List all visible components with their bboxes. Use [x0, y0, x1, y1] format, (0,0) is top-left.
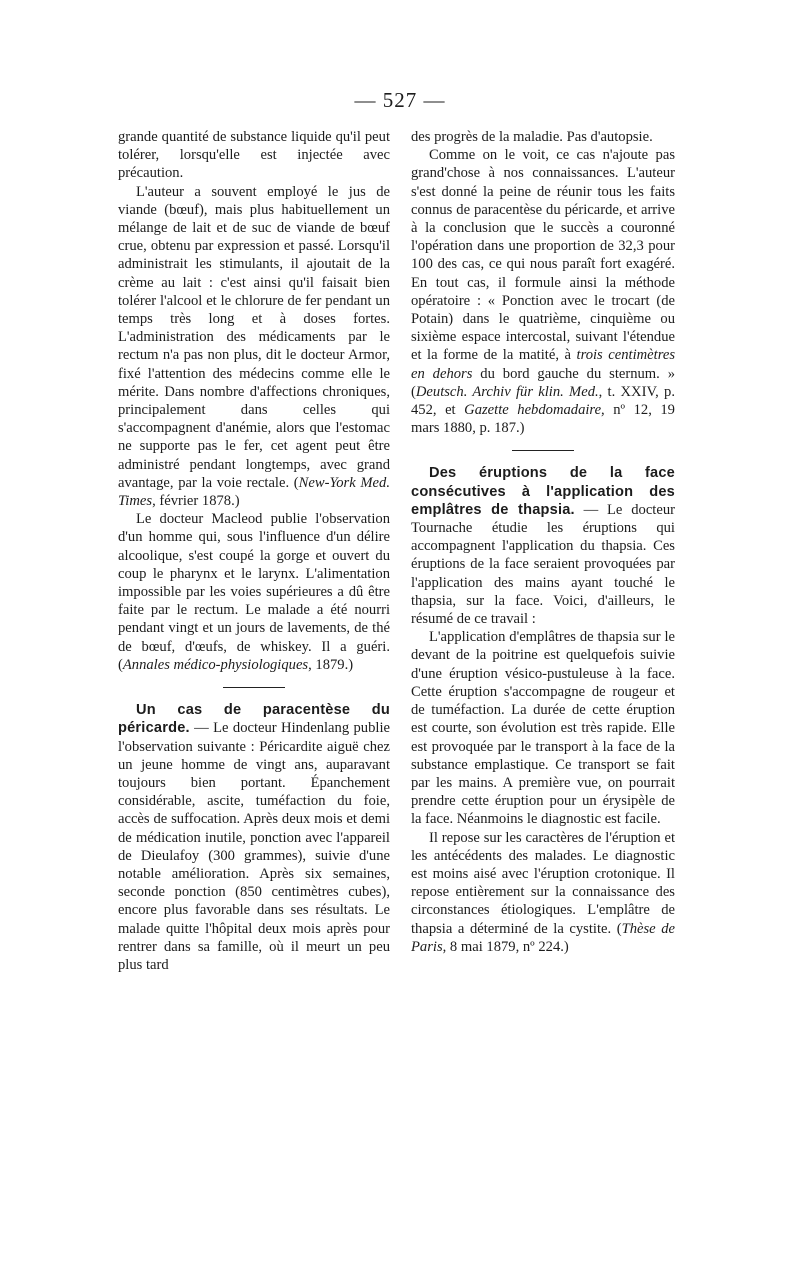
right-p2-citation-2: Gazette hebdomadaire	[464, 402, 602, 419]
left-p3-end: , 1879.)	[308, 656, 354, 673]
section-divider-left	[223, 687, 285, 688]
right-p5-text: Il repose sur les caractères de l'éruption et les antécédents des malades. Le diagnostic est moins aisé avec l'éruption crotonique. Il repose entièrement sur la connaissance des circonstances étiologiques. L'emplâtre de thapsia a déterminé de la cystite. (	[411, 829, 675, 937]
right-paragraph-3	[411, 464, 675, 628]
page-number: — 527 —	[354, 88, 446, 112]
right-paragraph-1: des progrès de la maladie. Pas d'autopsie.	[411, 129, 653, 145]
section-divider-right	[512, 450, 574, 451]
left-p2-text: L'auteur a souvent employé le jus de viande (bœuf), mais plus habituellement un mélange de lait et de suc de viande de bœuf crue, obtenu par expression et passé. Lorsqu'il administrait les stimulants, il ajoutait de la crème au lait : c'est ainsi qu'il faisait bien tolérer l'alcool et le chlorure de fer pendant un temps très long et à doses fortes. L'administration des médicaments par le rectum n'a pas non plus, dit le docteur Armor, fixé l'attention des médecins comme elle le mérite. Dans nombre d'affections chroniques, principalement dans celles qui s'accompagnent d'anémie, alors que l'estomac ne supporte pas le fer, cet agent peut être administré pendant longtemps, avec grand avantage, par la voie rectale. (	[118, 183, 390, 491]
right-column	[411, 128, 675, 956]
left-p3-text: Le docteur Macleod publie l'observation d'un homme qui, sous l'influence d'un délire alcoolique, s'est coupé la gorge et ouvert du coup le pharynx et le larynx. L'alimentation impossible par les voies supérieures a dû être faite par le rectum. Le malade a été nourri pendant vingt et un jours de lavements, de thé de bœuf, d'œufs, de whiskey. Il a guéri. (	[118, 511, 390, 673]
right-p2-citation-1: Deutsch. Archiv für klin. Med.	[415, 383, 599, 400]
right-p2-mid: du bord gauche du sternum. » (	[411, 365, 675, 400]
right-p2-text: Comme on le voit, ce cas n'ajoute pas grand'chose à nos connaissances. L'auteur s'est donné la peine de réunir tous les faits connus de paracentèse du péricarde, et arrive à la conclusion que le succès a couronné l'opération dans une proportion de 32,3 pour 100 des cas, ce qui nous paraît fort exagéré. En tout cas, il formule ainsi la méthode opératoire : « Ponction avec le trocart (de Potain) dans le quatrième, cinquième ou sixième espace intercostal, suivant l'étendue et la forme de la matité, à	[411, 147, 675, 364]
right-p2-emphasis: trois centimètres en dehors	[411, 347, 675, 382]
left-p3-citation: Annales médico-physiologiques	[122, 656, 309, 673]
right-p5-citation: Thèse de Paris	[411, 920, 675, 955]
right-p2-end: , nº 12, 19 mars 1880, p. 187.)	[411, 402, 675, 437]
right-p2-mid2: , t. XXIV, p. 452, et	[411, 383, 675, 419]
right-paragraph-5	[411, 829, 675, 956]
left-paragraph-4	[118, 701, 390, 974]
left-p4-text: — Le docteur Hindenlang publie l'observation suivante : Péricardite aiguë chez un jeune homme de vingt ans, auparavant toujours bien portant. Épanchement considérable, ascite, tuméfaction du foie, accès de suffocation. Après deux mois et demi de médication inutile, ponction avec l'appareil de Dieulafoy (300 grammes), suivie d'une notable amélioration. Après six semaines, seconde ponction (850 centimètres cubes), encore plus favorable dans ses résultats. Le malade quitte l'hôpital deux mois après pour rentrer dans sa famille, où il meurt un peu plus tard	[118, 720, 390, 973]
right-paragraph-2	[411, 146, 675, 437]
section-heading-paracentese: Un cas de paracentèse du péricarde.	[118, 702, 390, 737]
left-paragraph-3	[118, 510, 390, 674]
right-p3-text: — Le docteur Tournache étudie les éruptions qui accompagnent l'application du thapsia. Ces éruptions de la face seraient provoquées par l'application des mains ayant touché le thapsia, sur la face. Voici, d'ailleurs, le résumé de ce travail :	[411, 501, 675, 628]
right-paragraph-4: L'application d'emplâtres de thapsia sur le devant de la poitrine est quelquefois suivie d'une éruption vésico-pustuleuse à la face. Cette éruption s'accompagne de rougeur et de tuméfaction. La durée de cette éruption est courte, son évolution est très rapide. Elle est provoquée par le transport à la face de la substance emplastique. Ce transport se fait par les mains. A première vue, on pourrait prendre cette éruption pour un érysipèle de la face. Néanmoins le diagnostic est facile.	[411, 629, 675, 828]
left-paragraph-1: grande quantité de substance liquide qu'il peut tolérer, lorsqu'elle est injectée avec précaution.	[118, 129, 390, 182]
left-paragraph-2	[118, 183, 390, 511]
left-p2-citation: New-York Med. Times	[118, 474, 390, 510]
right-p5-end: , 8 mai 1879, nº 224.)	[442, 938, 569, 955]
left-p2-end: , février 1878.)	[152, 493, 240, 510]
left-column	[118, 128, 390, 974]
section-heading-thapsia: Des éruptions de la face consécutives à l'application des emplâtres de thapsia.	[411, 465, 675, 518]
